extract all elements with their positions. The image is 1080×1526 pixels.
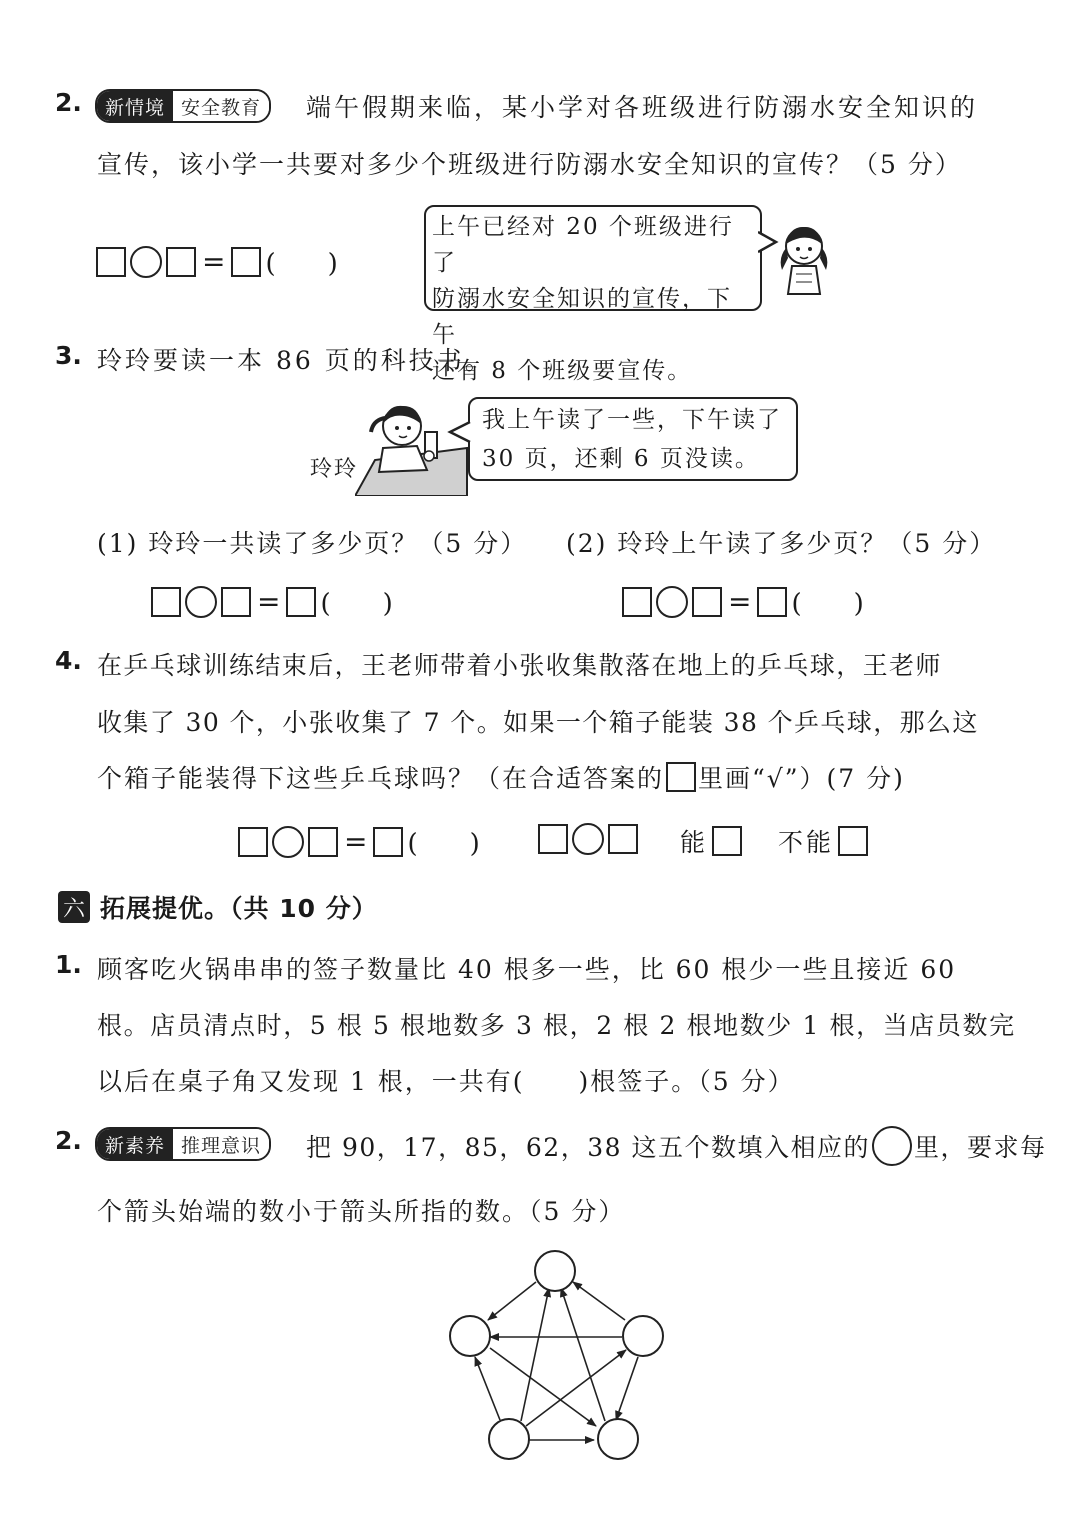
arrow (561, 1288, 605, 1421)
arrow (616, 1357, 638, 1420)
q4-can-option (680, 823, 742, 859)
q4-line1: 在乒乓球训练结束后，王老师带着小张收集散落在地上的乒乓球，王老师 (97, 651, 942, 680)
unit-blank[interactable]: ( ) (320, 589, 393, 619)
cannot-label: 不能 (778, 828, 835, 857)
section6-badge: 六 (58, 891, 90, 923)
bubble-line: 上午已经对 20 个班级进行了 (432, 214, 734, 276)
legend-circle (872, 1126, 912, 1166)
arrow (475, 1357, 500, 1420)
bubble-tail-icon (446, 420, 472, 446)
q3-sub1: (1) 玲玲一共读了多少页？（5 分） (97, 529, 528, 558)
section6-title: 拓展提优。（共 10 分） (100, 894, 378, 923)
q2-line2: 宣传，该小学一共要对多少个班级进行防溺水安全知识的宣传？（5 分） (97, 150, 962, 179)
q3-speech-bubble (468, 397, 798, 481)
s6q2-line1-part2: 里，要求每 (913, 1133, 1047, 1162)
q3-line1: 玲玲要读一本 86 页的科技书。 (97, 346, 493, 375)
s6q2-line2: 个箭头始端的数小于箭头所指的数。（5 分） (97, 1197, 626, 1226)
reading-girl-icon (355, 398, 470, 496)
q3-name-label: 玲玲 (310, 457, 359, 482)
compare-circle[interactable] (572, 823, 604, 855)
unit-blank[interactable]: ( ) (265, 249, 338, 279)
s6q2-line1-part1: 把 90，17，85，62，38 这五个数填入相应的 (306, 1133, 870, 1162)
s6q2-tag-dark: 新素养 (97, 1129, 173, 1159)
number-circle[interactable] (450, 1316, 490, 1356)
q2-line1: 端午假期来临，某小学对各班级进行防溺水安全知识的 (306, 93, 979, 122)
answer-box[interactable] (692, 587, 722, 617)
can-label: 能 (680, 828, 709, 857)
arrow (573, 1282, 625, 1320)
answer-box[interactable] (308, 827, 338, 857)
arrow (526, 1350, 626, 1426)
number-circle[interactable] (535, 1251, 575, 1291)
number-circle[interactable] (489, 1419, 529, 1459)
operator-circle[interactable] (185, 586, 217, 618)
s6q2-number: 2. (55, 1126, 82, 1155)
girl-icon (772, 218, 836, 298)
bubble-line: 30 页，还剩 6 页没读。 (482, 446, 760, 472)
answer-box[interactable] (622, 587, 652, 617)
q4-line3-part1: 个箱子能装得下这些乒乓球吗？（在合适答案的 (97, 764, 665, 793)
can-checkbox[interactable] (712, 826, 742, 856)
bubble-line: 防溺水安全知识的宣传，下午 (432, 286, 732, 348)
q2-tag-light: 安全教育 (173, 91, 269, 121)
q4-formula: = ( ) (238, 823, 480, 860)
number-circle[interactable] (623, 1316, 663, 1356)
answer-box[interactable] (757, 587, 787, 617)
answer-box[interactable] (231, 247, 261, 277)
q3-sub2: (2) 玲玲上午读了多少页？（5 分） (566, 529, 997, 558)
bubble-line: 我上午读了一些，下午读了 (482, 407, 782, 433)
operator-circle[interactable] (656, 586, 688, 618)
answer-box[interactable] (373, 827, 403, 857)
q2-tag (95, 89, 271, 123)
answer-box[interactable] (166, 247, 196, 277)
answer-box[interactable] (238, 827, 268, 857)
arrow (488, 1282, 536, 1320)
s6q2-tag (95, 1127, 271, 1161)
q3-formula-1: = ( ) (151, 583, 393, 620)
answer-box[interactable] (286, 587, 316, 617)
q2-formula: = ( ) (96, 243, 338, 280)
s6q1-line3: 以后在桌子角又发现 1 根，一共有( )根签子。（5 分） (97, 1067, 795, 1096)
arrow (521, 1288, 549, 1421)
arrow (490, 1348, 596, 1426)
q2-speech-bubble (424, 205, 762, 384)
bubble-line: 还有 8 个班级要宣传。 (432, 358, 693, 384)
s6q2-tag-light: 推理意识 (173, 1129, 269, 1159)
s6q1-number: 1. (55, 950, 82, 979)
q3-number: 3. (55, 341, 82, 370)
q3-formula-2: = ( ) (622, 583, 864, 620)
s6q2-line1 (306, 1126, 1046, 1166)
s6q1-line1: 顾客吃火锅串串的签子数量比 40 根多一些，比 60 根少一些且接近 60 (97, 955, 957, 984)
answer-box[interactable] (608, 824, 638, 854)
s6q1-line2: 根。店员清点时，5 根 5 根地数多 3 根，2 根 2 根地数少 1 根，当店员数完 (97, 1011, 1016, 1040)
q4-line3-part2: 里画“√”）(7 分) (698, 764, 905, 793)
unit-blank[interactable]: ( ) (407, 829, 480, 859)
q4-number: 4. (55, 646, 82, 675)
operator-circle[interactable] (130, 246, 162, 278)
answer-box[interactable] (538, 824, 568, 854)
answer-box[interactable] (151, 587, 181, 617)
q4-cannot-option (778, 823, 868, 859)
answer-box[interactable] (221, 587, 251, 617)
number-arrow-diagram (430, 1240, 680, 1470)
answer-box[interactable] (96, 247, 126, 277)
operator-circle[interactable] (272, 826, 304, 858)
unit-blank[interactable]: ( ) (791, 589, 864, 619)
q4-line2: 收集了 30 个，小张收集了 7 个。如果一个箱子能装 38 个乒乓球，那么这 (97, 708, 979, 737)
number-circle[interactable] (598, 1419, 638, 1459)
q4-line3 (97, 759, 905, 795)
q4-compare (538, 823, 638, 855)
q2-number: 2. (55, 88, 82, 117)
q2-tag-dark: 新情境 (97, 91, 173, 121)
legend-box (666, 762, 696, 792)
cannot-checkbox[interactable] (838, 826, 868, 856)
